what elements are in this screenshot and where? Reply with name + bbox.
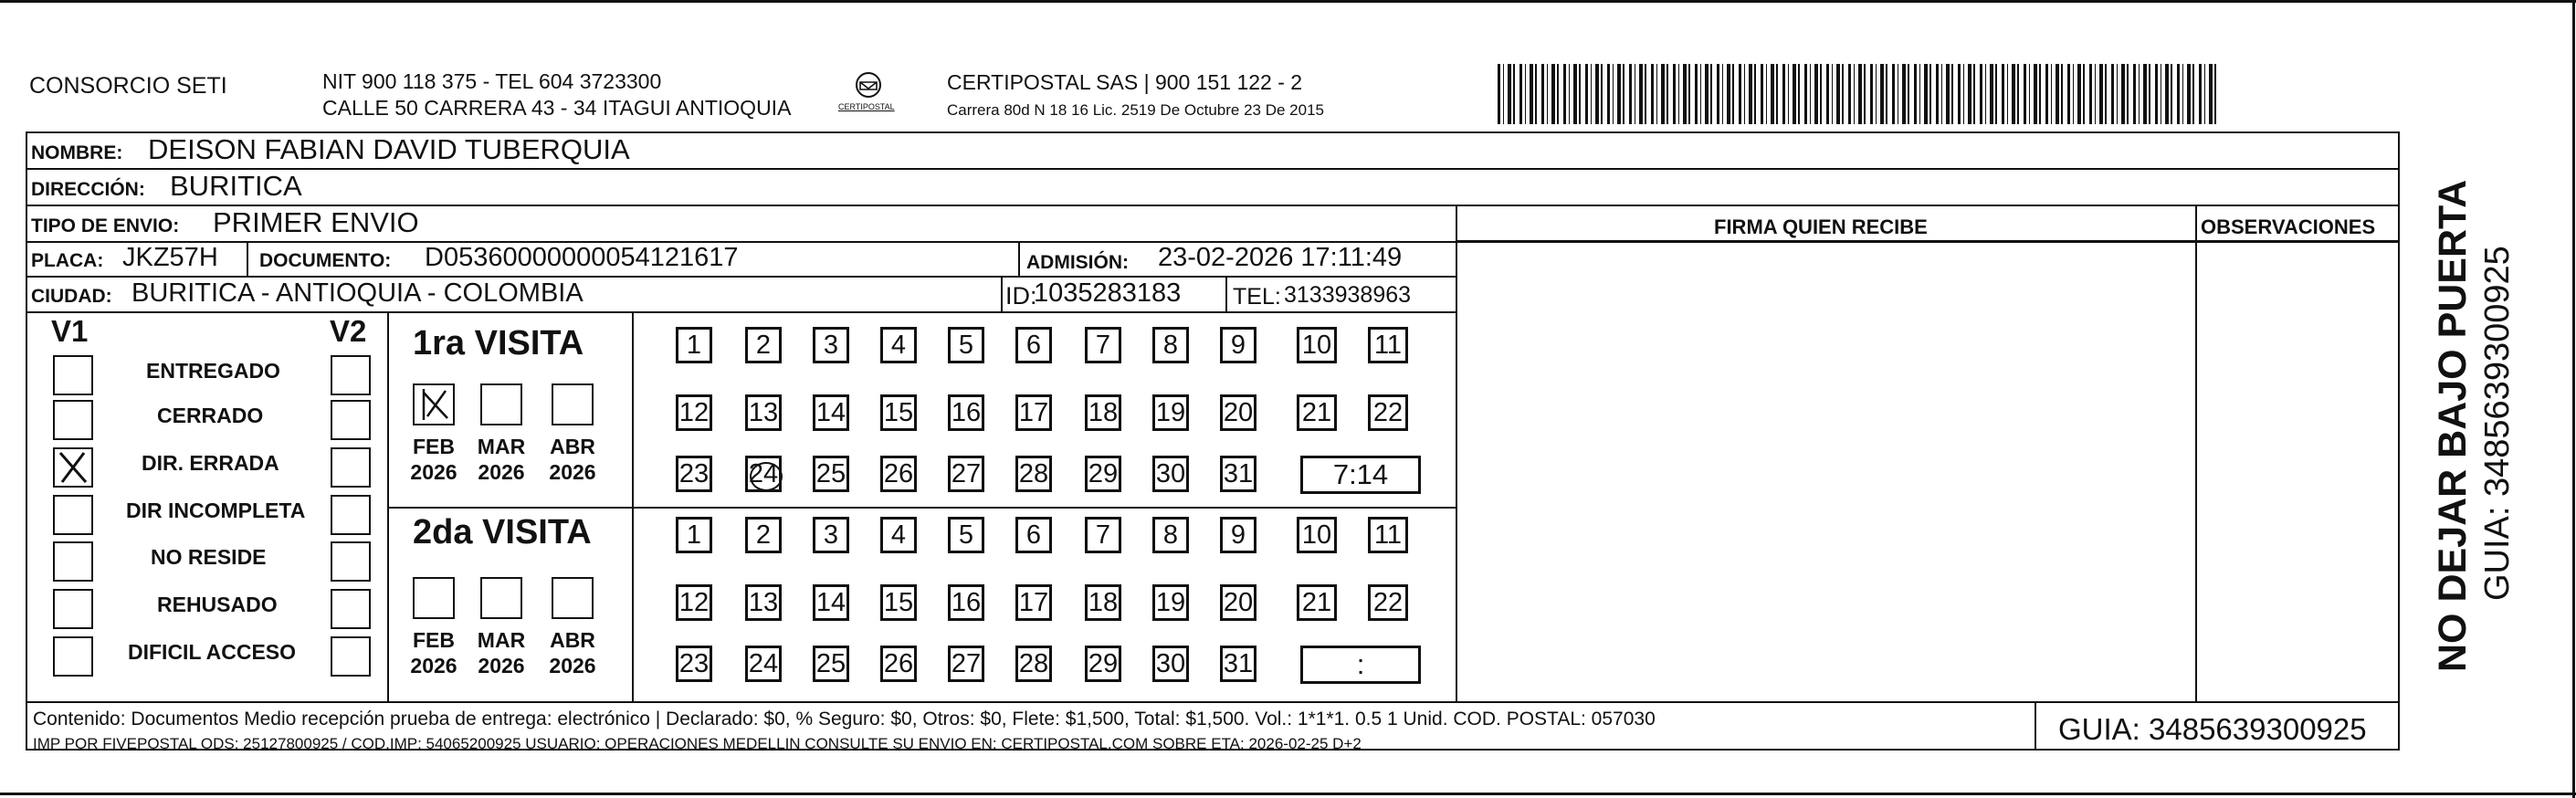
day-number: 22	[1372, 397, 1404, 427]
first-visit-day-1[interactable]	[676, 327, 712, 363]
v1-checkbox[interactable]	[53, 400, 93, 440]
day-number: 9	[1230, 330, 1246, 360]
first-visit-day-8[interactable]	[1152, 327, 1189, 363]
first-visit-day-7[interactable]	[1085, 327, 1121, 363]
certipostal-logo-icon	[836, 69, 900, 122]
first-visit-day-23[interactable]	[676, 456, 712, 492]
row-line	[26, 701, 2400, 703]
v2-checkbox[interactable]	[331, 589, 371, 629]
second-visit-day-19[interactable]	[1152, 584, 1189, 621]
first-visit-month-mar-checkbox[interactable]	[480, 383, 522, 425]
first-visit-title: 1ra VISITA	[413, 324, 584, 362]
first-visit-day-5[interactable]	[948, 327, 984, 363]
row-line	[26, 276, 1456, 278]
v1-checkbox[interactable]	[53, 589, 93, 629]
v2-checkbox[interactable]	[331, 447, 371, 488]
first-visit-day-17[interactable]	[1015, 394, 1052, 431]
day-number: 15	[883, 397, 914, 427]
day-number: 5	[958, 330, 974, 360]
month-year: 2026	[549, 460, 596, 484]
second-visit-day-9[interactable]	[1220, 517, 1256, 553]
second-visit-day-26[interactable]	[880, 646, 917, 682]
license-line: Carrera 80d N 18 16 Lic. 2519 De Octubre 23 De 2015	[947, 101, 1324, 119]
month-name: FEB	[413, 628, 455, 652]
second-visit-day-15[interactable]	[880, 584, 917, 621]
second-visit-day-7[interactable]	[1085, 517, 1121, 553]
day-number: 15	[883, 587, 914, 617]
ciudad-value: BURITICA - ANTIOQUIA - COLOMBIA	[131, 278, 584, 308]
second-visit-day-8[interactable]	[1152, 517, 1189, 553]
status-option-label: CERRADO	[157, 404, 264, 427]
second-visit-day-14[interactable]	[813, 584, 849, 621]
day-number: 13	[748, 587, 779, 617]
first-visit-day-21[interactable]	[1297, 394, 1337, 431]
first-visit-day-24[interactable]	[745, 456, 782, 492]
second-visit-day-3[interactable]	[813, 517, 849, 553]
first-visit-day-6[interactable]	[1015, 327, 1052, 363]
day-number: 10	[1301, 520, 1332, 550]
month-label	[542, 434, 603, 485]
month-name: ABR	[550, 628, 595, 652]
v2-checkbox[interactable]	[331, 541, 371, 582]
v1-checkbox[interactable]	[53, 541, 93, 582]
status-option-label: DIFICIL ACCESO	[128, 640, 297, 664]
second-visit-time-field[interactable]	[1300, 646, 1421, 684]
day-number: 5	[958, 520, 974, 550]
second-visit-day-5[interactable]	[948, 517, 984, 553]
first-visit-day-22[interactable]	[1368, 394, 1408, 431]
day-number: 18	[1088, 397, 1119, 427]
second-visit-day-25[interactable]	[813, 646, 849, 682]
first-visit-day-28[interactable]	[1015, 456, 1052, 492]
month-year: 2026	[549, 654, 596, 677]
contenido-text: Contenido: Documentos Medio recepción prueba de entrega: electrónico | Declarado: $0, % Seguro: $0, Otros: $0, Flete: $1,500, Total: $1,500. Vol.: 1*1*1. 0.5 1 Unid. COD. POSTAL: 057030	[33, 709, 1656, 730]
first-visit-day-31[interactable]	[1220, 456, 1256, 492]
day-number: 20	[1223, 587, 1254, 617]
right-border	[2572, 0, 2575, 798]
first-visit-month-feb-checkbox[interactable]	[413, 383, 455, 425]
second-visit-day-31[interactable]	[1220, 646, 1256, 682]
day-number: 9	[1230, 520, 1246, 550]
day-number: 13	[748, 397, 779, 427]
month-year: 2026	[478, 654, 525, 677]
observaciones-header: OBSERVACIONES	[2201, 215, 2376, 238]
second-visit-day-27[interactable]	[948, 646, 984, 682]
nombre-label: NOMBRE:	[31, 142, 123, 163]
id-label: ID:	[1005, 282, 1037, 310]
first-visit-day-13[interactable]	[745, 394, 782, 431]
first-visit-day-27[interactable]	[948, 456, 984, 492]
cell-line	[1001, 276, 1003, 311]
address-line: CALLE 50 CARRERA 43 - 34 ITAGUI ANTIOQUIA	[322, 96, 792, 120]
first-visit-day-2[interactable]	[745, 327, 782, 363]
day-number: 16	[951, 587, 982, 617]
month-label	[542, 627, 603, 678]
first-visit-day-16[interactable]	[948, 394, 984, 431]
admision-label: ADMISIÓN:	[1026, 252, 1129, 273]
day-number: 1	[686, 520, 702, 550]
first-visit-day-12[interactable]	[676, 394, 712, 431]
v1-checkbox[interactable]	[53, 447, 93, 488]
barcode	[1498, 64, 2219, 124]
day-number: 30	[1155, 458, 1186, 488]
nit-line: NIT 900 118 375 - TEL 604 3723300	[322, 69, 662, 93]
bottom-border	[0, 793, 2576, 795]
second-visit-day-6[interactable]	[1015, 517, 1052, 553]
imp-text: IMP POR FIVEPOSTAL ODS: 25127800925 / COD.IMP: 54065200925 USUARIO: OPERACIONES MEDELLIN CONSULTE SU ENVIO EN: CERTIPOSTAL.COM SOBRE ETA: 2026-02-25 D+2	[33, 735, 1362, 752]
day-number: 7	[1095, 330, 1111, 360]
first-visit-day-29[interactable]	[1085, 456, 1121, 492]
first-visit-day-20[interactable]	[1220, 394, 1256, 431]
first-visit-day-25[interactable]	[813, 456, 849, 492]
day-number: 23	[678, 648, 710, 678]
day-number: 23	[678, 458, 710, 488]
second-visit-day-22[interactable]	[1368, 584, 1408, 621]
day-number: 21	[1301, 587, 1332, 617]
second-visit-day-24[interactable]	[745, 646, 782, 682]
cell-line	[247, 241, 248, 276]
status-option-label: NO RESIDE	[151, 545, 267, 569]
nombre-value: DEISON FABIAN DAVID TUBERQUIA	[148, 133, 630, 165]
first-visit-time-field[interactable]	[1300, 456, 1421, 494]
second-visit-month-abr-checkbox[interactable]	[552, 577, 594, 619]
handwritten-circle-mark	[750, 462, 783, 491]
second-visit-day-23[interactable]	[676, 646, 712, 682]
firma-header: FIRMA QUIEN RECIBE	[1714, 215, 1928, 238]
placa-value: JKZ57H	[122, 243, 218, 272]
status-option-label: DIR. ERRADA	[142, 451, 279, 475]
status-option-label: REHUSADO	[157, 593, 278, 616]
tipo-value: PRIMER ENVIO	[213, 206, 419, 238]
day-number: 8	[1162, 330, 1179, 360]
ciudad-label: CIUDAD:	[31, 286, 112, 307]
month-label	[471, 434, 531, 485]
second-visit-day-18[interactable]	[1085, 584, 1121, 621]
second-visit-day-4[interactable]	[880, 517, 917, 553]
documento-label: DOCUMENTO:	[259, 250, 392, 271]
day-number: 14	[815, 587, 846, 617]
first-visit-day-19[interactable]	[1152, 394, 1189, 431]
day-number: 17	[1018, 587, 1049, 617]
day-number: 31	[1223, 458, 1254, 488]
day-number: 4	[890, 520, 907, 550]
day-number: 30	[1155, 648, 1186, 678]
visit-row-line	[387, 507, 1456, 509]
day-number: 6	[1025, 520, 1042, 550]
first-visit-day-18[interactable]	[1085, 394, 1121, 431]
status-option-label: ENTREGADO	[146, 359, 280, 383]
col-line	[2035, 701, 2036, 751]
time-value: :	[1356, 648, 1365, 680]
v2-checkbox[interactable]	[331, 400, 371, 440]
tel-value: 3133938963	[1284, 282, 1412, 308]
day-number: 21	[1301, 397, 1332, 427]
month-name: ABR	[550, 435, 595, 458]
col-line	[2195, 205, 2197, 703]
second-visit-month-mar-checkbox[interactable]	[480, 577, 522, 619]
month-name: MAR	[477, 628, 526, 652]
guia-vertical: GUIA: 3485639300925	[2478, 246, 2517, 601]
first-visit-day-11[interactable]	[1368, 327, 1408, 363]
second-visit-day-30[interactable]	[1152, 646, 1189, 682]
day-number: 28	[1018, 458, 1049, 488]
company-name: CONSORCIO SETI	[29, 73, 227, 99]
day-number: 2	[755, 520, 772, 550]
day-number: 11	[1373, 330, 1403, 360]
day-number: 1	[686, 330, 702, 360]
tel-label: TEL:	[1233, 284, 1281, 310]
first-visit-day-3[interactable]	[813, 327, 849, 363]
documento-value: D05360000000054121617	[425, 243, 739, 272]
second-visit-day-29[interactable]	[1085, 646, 1121, 682]
first-visit-day-30[interactable]	[1152, 456, 1189, 492]
first-visit-day-4[interactable]	[880, 327, 917, 363]
day-number: 29	[1088, 648, 1119, 678]
second-visit-title: 2da VISITA	[413, 513, 592, 551]
day-number: 7	[1095, 520, 1111, 550]
status-option-label: DIR INCOMPLETA	[126, 499, 306, 522]
month-year: 2026	[478, 460, 525, 484]
day-number: 16	[951, 397, 982, 427]
day-number: 14	[815, 397, 846, 427]
footer-guia: GUIA: 3485639300925	[2058, 712, 2367, 746]
second-visit-day-20[interactable]	[1220, 584, 1256, 621]
v1-label: V1	[51, 314, 89, 348]
day-number: 20	[1223, 397, 1254, 427]
second-visit-day-2[interactable]	[745, 517, 782, 553]
second-visit-day-10[interactable]	[1297, 517, 1337, 553]
day-number: 2	[755, 330, 772, 360]
day-number: 19	[1155, 397, 1186, 427]
day-number: 28	[1018, 648, 1049, 678]
month-name: FEB	[413, 435, 455, 458]
col-header-line	[1456, 240, 2400, 242]
v2-label: V2	[330, 314, 367, 348]
second-visit-day-28[interactable]	[1015, 646, 1052, 682]
v1-checkbox[interactable]	[53, 495, 93, 535]
direccion-label: DIRECCIÓN:	[31, 179, 145, 200]
v1-checkbox[interactable]	[53, 355, 93, 395]
day-number: 31	[1223, 648, 1254, 678]
cell-line	[1018, 241, 1020, 276]
row-line	[26, 168, 2400, 170]
first-visit-day-14[interactable]	[813, 394, 849, 431]
cell-line	[1225, 276, 1227, 311]
day-number: 22	[1372, 587, 1404, 617]
id-value: 1035283183	[1034, 278, 1182, 308]
day-number: 27	[951, 648, 982, 678]
tipo-label: TIPO DE ENVIO:	[31, 215, 180, 236]
day-number: 19	[1155, 587, 1186, 617]
direccion-value: BURITICA	[170, 170, 302, 202]
first-visit-month-abr-checkbox[interactable]	[552, 383, 594, 425]
second-visit-day-1[interactable]	[676, 517, 712, 553]
day-number: 12	[678, 587, 710, 617]
day-number: 26	[883, 648, 914, 678]
v2-checkbox[interactable]	[331, 636, 371, 677]
month-year: 2026	[410, 460, 457, 484]
day-number: 6	[1025, 330, 1042, 360]
first-visit-day-9[interactable]	[1220, 327, 1256, 363]
v1-checkbox[interactable]	[53, 636, 93, 677]
day-number: 24	[748, 648, 779, 678]
time-value: 7:14	[1332, 458, 1389, 490]
day-number: 4	[890, 330, 907, 360]
second-visit-day-12[interactable]	[676, 584, 712, 621]
first-visit-day-15[interactable]	[880, 394, 917, 431]
month-label	[404, 627, 464, 678]
second-visit-day-11[interactable]	[1368, 517, 1408, 553]
month-name: MAR	[477, 435, 526, 458]
first-visit-day-10[interactable]	[1297, 327, 1337, 363]
day-number: 24	[748, 458, 779, 488]
month-label	[471, 627, 531, 678]
warning-vertical: NO DEJAR BAJO PUERTA	[2431, 179, 2475, 672]
day-number: 25	[815, 458, 846, 488]
day-number: 18	[1088, 587, 1119, 617]
day-number: 12	[678, 397, 710, 427]
day-number: 25	[815, 648, 846, 678]
second-visit-day-21[interactable]	[1297, 584, 1337, 621]
placa-label: PLACA:	[31, 250, 104, 271]
v2-checkbox[interactable]	[331, 495, 371, 535]
admision-value: 23-02-2026 17:11:49	[1158, 243, 1403, 272]
day-number: 10	[1301, 330, 1332, 360]
row-line	[26, 311, 1456, 313]
logo-text: CERTIPOSTAL	[838, 102, 895, 111]
v2-checkbox[interactable]	[331, 355, 371, 395]
month-year: 2026	[410, 654, 457, 677]
day-number: 8	[1162, 520, 1179, 550]
second-visit-month-feb-checkbox[interactable]	[413, 577, 455, 619]
day-number: 26	[883, 458, 914, 488]
certipostal-line: CERTIPOSTAL SAS | 900 151 122 - 2	[947, 70, 1303, 94]
day-number: 3	[823, 520, 839, 550]
day-number: 3	[823, 330, 839, 360]
top-border	[0, 0, 2576, 3]
day-number: 27	[951, 458, 982, 488]
second-visit-day-16[interactable]	[948, 584, 984, 621]
day-number: 11	[1373, 520, 1403, 550]
second-visit-day-17[interactable]	[1015, 584, 1052, 621]
second-visit-day-13[interactable]	[745, 584, 782, 621]
first-visit-day-26[interactable]	[880, 456, 917, 492]
day-number: 17	[1018, 397, 1049, 427]
day-number: 29	[1088, 458, 1119, 488]
col-line	[1456, 205, 1457, 703]
month-label	[404, 434, 464, 485]
